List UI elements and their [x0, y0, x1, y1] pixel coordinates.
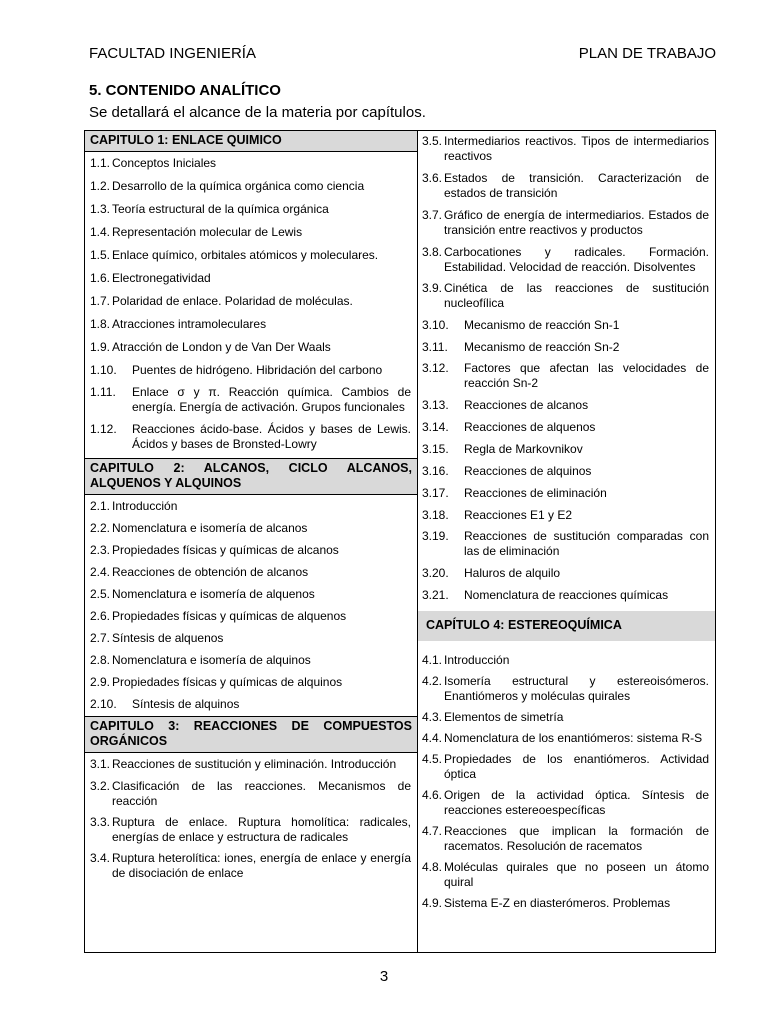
item-text: Reacciones que implican la formación de racematos. Resolución de racematos	[444, 824, 709, 853]
list-item	[85, 385, 417, 415]
item-text: Mecanismo de reacción Sn-1	[464, 318, 620, 332]
item-number: 1.1.	[90, 156, 111, 170]
item-text: Propiedades de los enantiómeros. Actividad óptica	[444, 752, 709, 781]
item-number: 1.10.	[90, 363, 117, 377]
item-text: Reacciones ácido-base. Ácidos y bases de Lewis. Ácidos y bases de Bronsted-Lowry	[132, 422, 411, 451]
item-text: Moléculas quirales que no poseen un átomo quiral	[444, 860, 709, 889]
header-plan: PLAN DE TRABAJO	[578, 45, 716, 62]
right-column	[418, 131, 715, 952]
item-text: Propiedades físicas y químicas de alquinos	[112, 675, 343, 689]
list-item	[85, 225, 417, 240]
list-item	[422, 566, 715, 581]
item-text: Cinética de las reacciones de sustitución nucleofílica	[444, 281, 709, 310]
item-text: Reacciones de alquenos	[464, 420, 596, 434]
item-text: Estados de transición. Caracterización de estados de transición	[444, 171, 709, 200]
item-text: Isomería estructural y estereoisómeros. Enantiómeros y moléculas quirales	[444, 674, 709, 703]
item-text: Haluros de alquilo	[464, 566, 561, 580]
item-number: 1.9.	[90, 340, 111, 354]
item-number: 3.14.	[422, 420, 449, 434]
item-text: Enlace σ y π. Reacción química. Cambios de energía. Energía de activación. Grupos funcionales	[132, 385, 411, 414]
list-item	[422, 788, 715, 818]
item-number: 3.15.	[422, 442, 449, 456]
item-number: 2.10.	[90, 697, 117, 711]
item-number: 1.2.	[90, 179, 111, 193]
item-text: Propiedades físicas y químicas de alquenos	[112, 609, 347, 623]
list-item	[422, 508, 715, 523]
item-number: 3.6.	[422, 171, 443, 185]
section-title: 5. CONTENIDO ANALÍTICO	[89, 82, 281, 99]
item-text: Carbocationes y radicales. Formación. Estabilidad. Velocidad de reacción. Disolventes	[444, 245, 709, 274]
list-item	[422, 208, 715, 238]
list-item	[85, 631, 417, 646]
item-number: 3.20.	[422, 566, 449, 580]
list-item	[422, 318, 715, 333]
list-item	[422, 860, 715, 890]
list-item	[422, 588, 715, 603]
list-item	[422, 529, 715, 559]
section-intro: Se detallará el alcance de la materia por capítulos.	[89, 104, 426, 121]
chapter-1-list	[85, 156, 417, 458]
item-number: 3.21.	[422, 588, 449, 602]
item-text: Reacciones de alquinos	[464, 464, 592, 478]
item-number: 3.9.	[422, 281, 443, 295]
list-item	[422, 442, 715, 457]
item-number: 3.4.	[90, 851, 111, 865]
item-number: 4.9.	[422, 896, 443, 910]
item-number: 2.7.	[90, 631, 111, 645]
item-number: 1.12.	[90, 422, 117, 436]
item-text: Nomenclatura e isomería de alquinos	[112, 653, 311, 667]
item-text: Reacciones de sustitución y eliminación. Introducción	[112, 757, 397, 771]
item-number: 2.1.	[90, 499, 111, 513]
item-number: 4.7.	[422, 824, 443, 838]
list-item	[422, 824, 715, 854]
item-text: Sistema E-Z en diasterómeros. Problemas	[444, 896, 671, 910]
chapter-1-heading: CAPITULO 1: ENLACE QUIMICO	[85, 131, 417, 152]
item-number: 3.13.	[422, 398, 449, 412]
list-item	[422, 710, 715, 725]
list-item	[85, 851, 417, 881]
item-text: Electronegatividad	[112, 271, 211, 285]
list-item	[85, 653, 417, 668]
item-number: 1.3.	[90, 202, 111, 216]
list-item	[85, 156, 417, 171]
list-item	[85, 340, 417, 355]
list-item	[422, 398, 715, 413]
chapter-4-list	[422, 653, 715, 911]
item-number: 2.8.	[90, 653, 111, 667]
item-text: Representación molecular de Lewis	[112, 225, 303, 239]
item-number: 4.2.	[422, 674, 443, 688]
list-item	[85, 499, 417, 514]
item-text: Nomenclatura de reacciones químicas	[464, 588, 669, 602]
item-number: 3.17.	[422, 486, 449, 500]
item-number: 3.8.	[422, 245, 443, 259]
item-text: Origen de la actividad óptica. Síntesis de reacciones estereoespecíficas	[444, 788, 709, 817]
item-number: 2.2.	[90, 521, 111, 535]
list-item	[422, 420, 715, 435]
chapter-2-list	[85, 499, 417, 716]
item-number: 4.5.	[422, 752, 443, 766]
item-number: 1.5.	[90, 248, 111, 262]
list-item	[422, 674, 715, 704]
item-text: Puentes de hidrógeno. Hibridación del carbono	[132, 363, 383, 377]
item-text: Reacciones de eliminación	[464, 486, 607, 500]
list-item	[85, 179, 417, 194]
list-item	[422, 245, 715, 275]
list-item	[85, 271, 417, 286]
item-text: Elementos de simetría	[444, 710, 564, 724]
item-text: Síntesis de alquenos	[112, 631, 224, 645]
item-number: 1.7.	[90, 294, 111, 308]
item-text: Mecanismo de reacción Sn-2	[464, 340, 620, 354]
item-number: 4.4.	[422, 731, 443, 745]
item-number: 3.18.	[422, 508, 449, 522]
chapter-3-list-left	[85, 757, 417, 881]
item-text: Nomenclatura de los enantiómeros: sistema R-S	[444, 731, 703, 745]
list-item	[85, 697, 417, 712]
item-number: 2.3.	[90, 543, 111, 557]
list-item	[85, 422, 417, 452]
header-faculty: FACULTAD INGENIERÍA	[89, 45, 256, 62]
list-item	[422, 731, 715, 746]
list-item	[422, 486, 715, 501]
list-item	[85, 521, 417, 536]
item-number: 4.1.	[422, 653, 443, 667]
item-text: Reacciones de obtención de alcanos	[112, 565, 309, 579]
chapter-2-heading: CAPITULO 2: ALCANOS, CICLO ALCANOS, ALQUENOS Y ALQUINOS	[85, 458, 417, 495]
item-text: Gráfico de energía de intermediarios. Estados de transición entre reactivos y productos	[444, 208, 709, 237]
item-number: 4.8.	[422, 860, 443, 874]
item-text: Ruptura heterolítica: iones, energía de enlace y energía de disociación de enlace	[112, 851, 411, 880]
item-text: Propiedades físicas y químicas de alcanos	[112, 543, 339, 557]
item-number: 1.4.	[90, 225, 111, 239]
list-item	[85, 675, 417, 690]
item-number: 3.12.	[422, 361, 449, 375]
item-number: 2.6.	[90, 609, 111, 623]
list-item	[85, 565, 417, 580]
list-item	[85, 609, 417, 624]
list-item	[85, 587, 417, 602]
item-number: 2.4.	[90, 565, 111, 579]
item-number: 2.9.	[90, 675, 111, 689]
item-number: 1.11.	[90, 385, 116, 399]
list-item	[422, 752, 715, 782]
item-text: Síntesis de alquinos	[132, 697, 240, 711]
item-text: Introducción	[112, 499, 178, 513]
list-item	[85, 294, 417, 309]
item-text: Reacciones E1 y E2	[464, 508, 573, 522]
item-number: 3.3.	[90, 815, 111, 829]
list-item	[85, 815, 417, 845]
list-item	[422, 171, 715, 201]
item-number: 3.19.	[422, 529, 449, 543]
item-number: 3.1.	[90, 757, 111, 771]
list-item	[85, 363, 417, 378]
content-table	[84, 130, 716, 953]
list-item	[422, 896, 715, 911]
item-number: 4.3.	[422, 710, 443, 724]
item-number: 3.2.	[90, 779, 111, 793]
item-number: 3.5.	[422, 134, 443, 148]
item-text: Clasificación de las reacciones. Mecanismos de reacción	[112, 779, 411, 808]
chapter-3-list-right	[422, 134, 715, 611]
list-item	[85, 317, 417, 332]
item-number: 1.8.	[90, 317, 111, 331]
left-column	[85, 131, 418, 952]
item-number: 3.16.	[422, 464, 449, 478]
item-text: Ruptura de enlace. Ruptura homolítica: radicales, energías de enlace y estructura de radicales	[112, 815, 411, 844]
item-text: Conceptos Iniciales	[112, 156, 217, 170]
list-item	[85, 202, 417, 217]
page-number: 3	[379, 968, 389, 985]
list-item	[422, 653, 715, 668]
item-text: Factores que afectan las velocidades de reacción Sn-2	[464, 361, 709, 390]
item-text: Atracción de London y de Van Der Waals	[112, 340, 331, 354]
list-item	[422, 281, 715, 311]
chapter-3-heading: CAPITULO 3: REACCIONES DE COMPUESTOS ORGÁNICOS	[85, 716, 417, 753]
item-text: Teoría estructural de la química orgánica	[112, 202, 329, 216]
item-text: Introducción	[444, 653, 510, 667]
item-number: 3.10.	[422, 318, 449, 332]
item-number: 1.6.	[90, 271, 111, 285]
item-text: Nomenclatura e isomería de alcanos	[112, 521, 308, 535]
chapter-4-heading: CAPÍTULO 4: ESTEREOQUÍMICA	[418, 611, 715, 641]
item-text: Regla de Markovnikov	[464, 442, 583, 456]
item-number: 3.7.	[422, 208, 443, 222]
item-number: 3.11.	[422, 340, 448, 354]
item-text: Atracciones intramoleculares	[112, 317, 267, 331]
list-item	[85, 779, 417, 809]
item-text: Reacciones de sustitución comparadas con las de eliminación	[464, 529, 709, 558]
item-text: Desarrollo de la química orgánica como ciencia	[112, 179, 365, 193]
list-item	[422, 340, 715, 355]
list-item	[422, 134, 715, 164]
list-item	[85, 757, 417, 772]
item-number: 2.5.	[90, 587, 111, 601]
list-item	[422, 361, 715, 391]
list-item	[85, 543, 417, 558]
item-text: Reacciones de alcanos	[464, 398, 589, 412]
item-text: Enlace químico, orbitales atómicos y moleculares.	[112, 248, 379, 262]
item-number: 4.6.	[422, 788, 443, 802]
item-text: Polaridad de enlace. Polaridad de moléculas.	[112, 294, 353, 308]
list-item	[422, 464, 715, 479]
list-item	[85, 248, 417, 263]
item-text: Nomenclatura e isomería de alquenos	[112, 587, 315, 601]
item-text: Intermediarios reactivos. Tipos de intermediarios reactivos	[444, 134, 709, 163]
